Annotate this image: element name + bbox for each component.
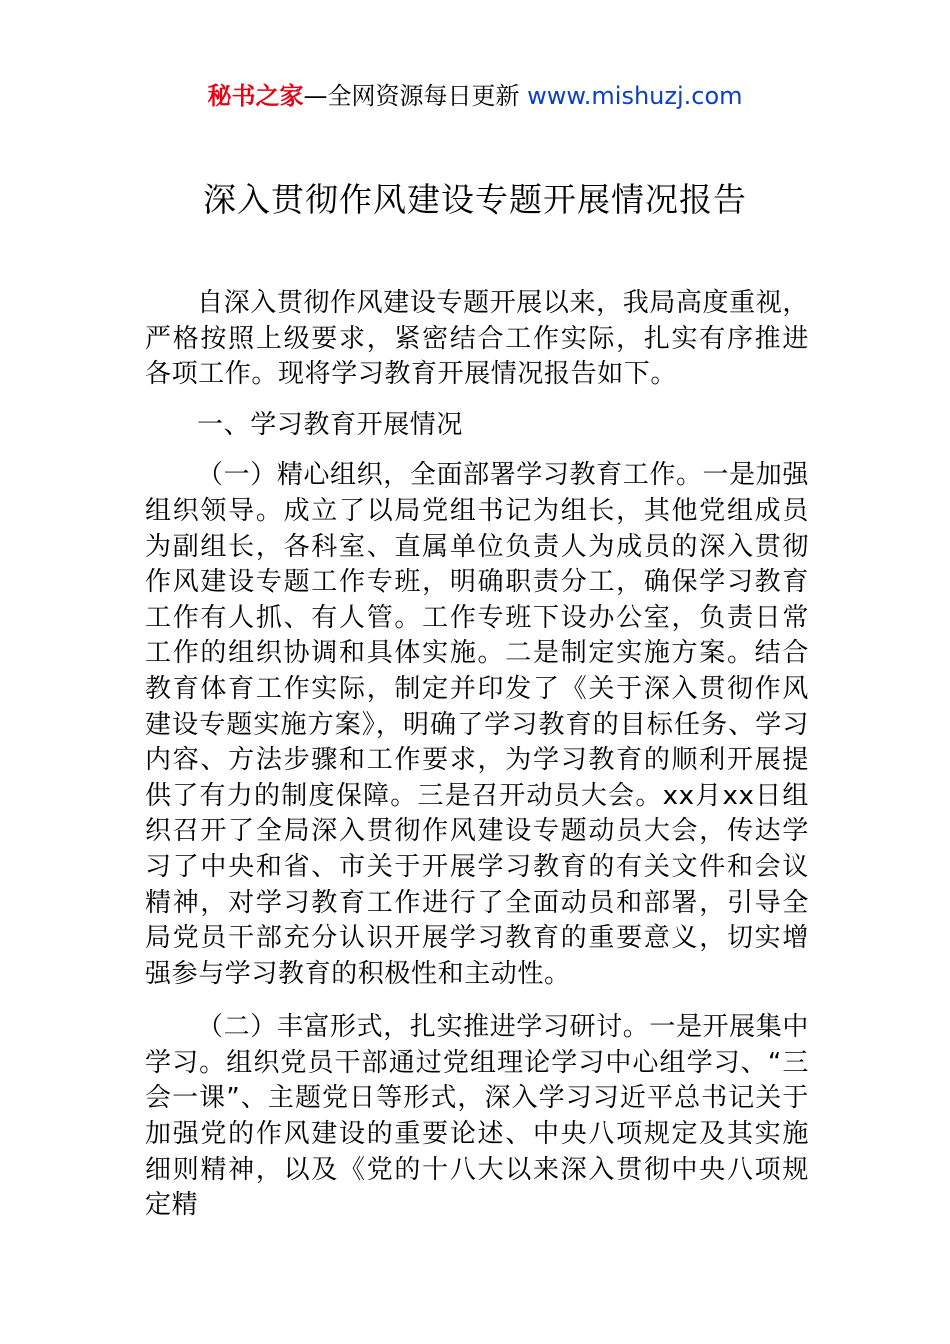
site-header	[0, 80, 950, 112]
document-title: 深入贯彻作风建设专题开展情况报告	[203, 180, 747, 219]
brand-name: 秘书之家	[207, 82, 304, 110]
intro-paragraph: 自深入贯彻作风建设专题开展以来，我局高度重视，严格按照上级要求，紧密结合工作实际，扎实有序推进各项工作。现将学习教育开展情况报告如下。	[145, 288, 809, 390]
document-body	[145, 286, 809, 1239]
body-paragraph: （二）丰富形式，扎实推进学习研讨。一是开展集中学习。组织党员干部通过党组理论学习中心组学习、“三会一课”、主题党日等形式，深入学习习近平总书记关于加强党的作风建设的重要论述、中央八项规定及其实施细则精神，以及《党的十八大以来深入贯彻中央八项规定精	[145, 1012, 809, 1221]
section-heading: 一、学习教育开展情况	[197, 409, 464, 440]
body-paragraph: （一）精心组织，全面部署学习教育工作。一是加强组织领导。成立了以局党组书记为组长，其他党组成员为副组长，各科室、直属单位负责人为成员的深入贯彻作风建设专题工作专班，明确职责分工，确保学习教育工作有人抓、有人管。工作专班下设办公室，负责日常工作的组织协调和具体实施。二是制定实施方案。结合教育体育工作实际，制定并印发了《关于深入贯彻作风建设专题实施方案》，明确了学习教育的目标任务、学习内容、方法步骤和工作要求，为学习教育的顺利开展提供了有力的制度保障。三是召开动员大会。xx月xx日组织召开了全局深入贯彻作风建设专题动员大会，传达学习了中央和省、市关于开展学习教育的有关文件和会议精神，对学习教育工作进行了全面动员和部署，引导全局党员干部充分认识开展学习教育的重要意义，切实增强参与学习教育的积极性和主动性。	[145, 460, 809, 989]
site-url-link[interactable]: www.mishuzj.com	[527, 82, 743, 110]
header-slogan: —全网资源每日更新	[303, 82, 528, 110]
